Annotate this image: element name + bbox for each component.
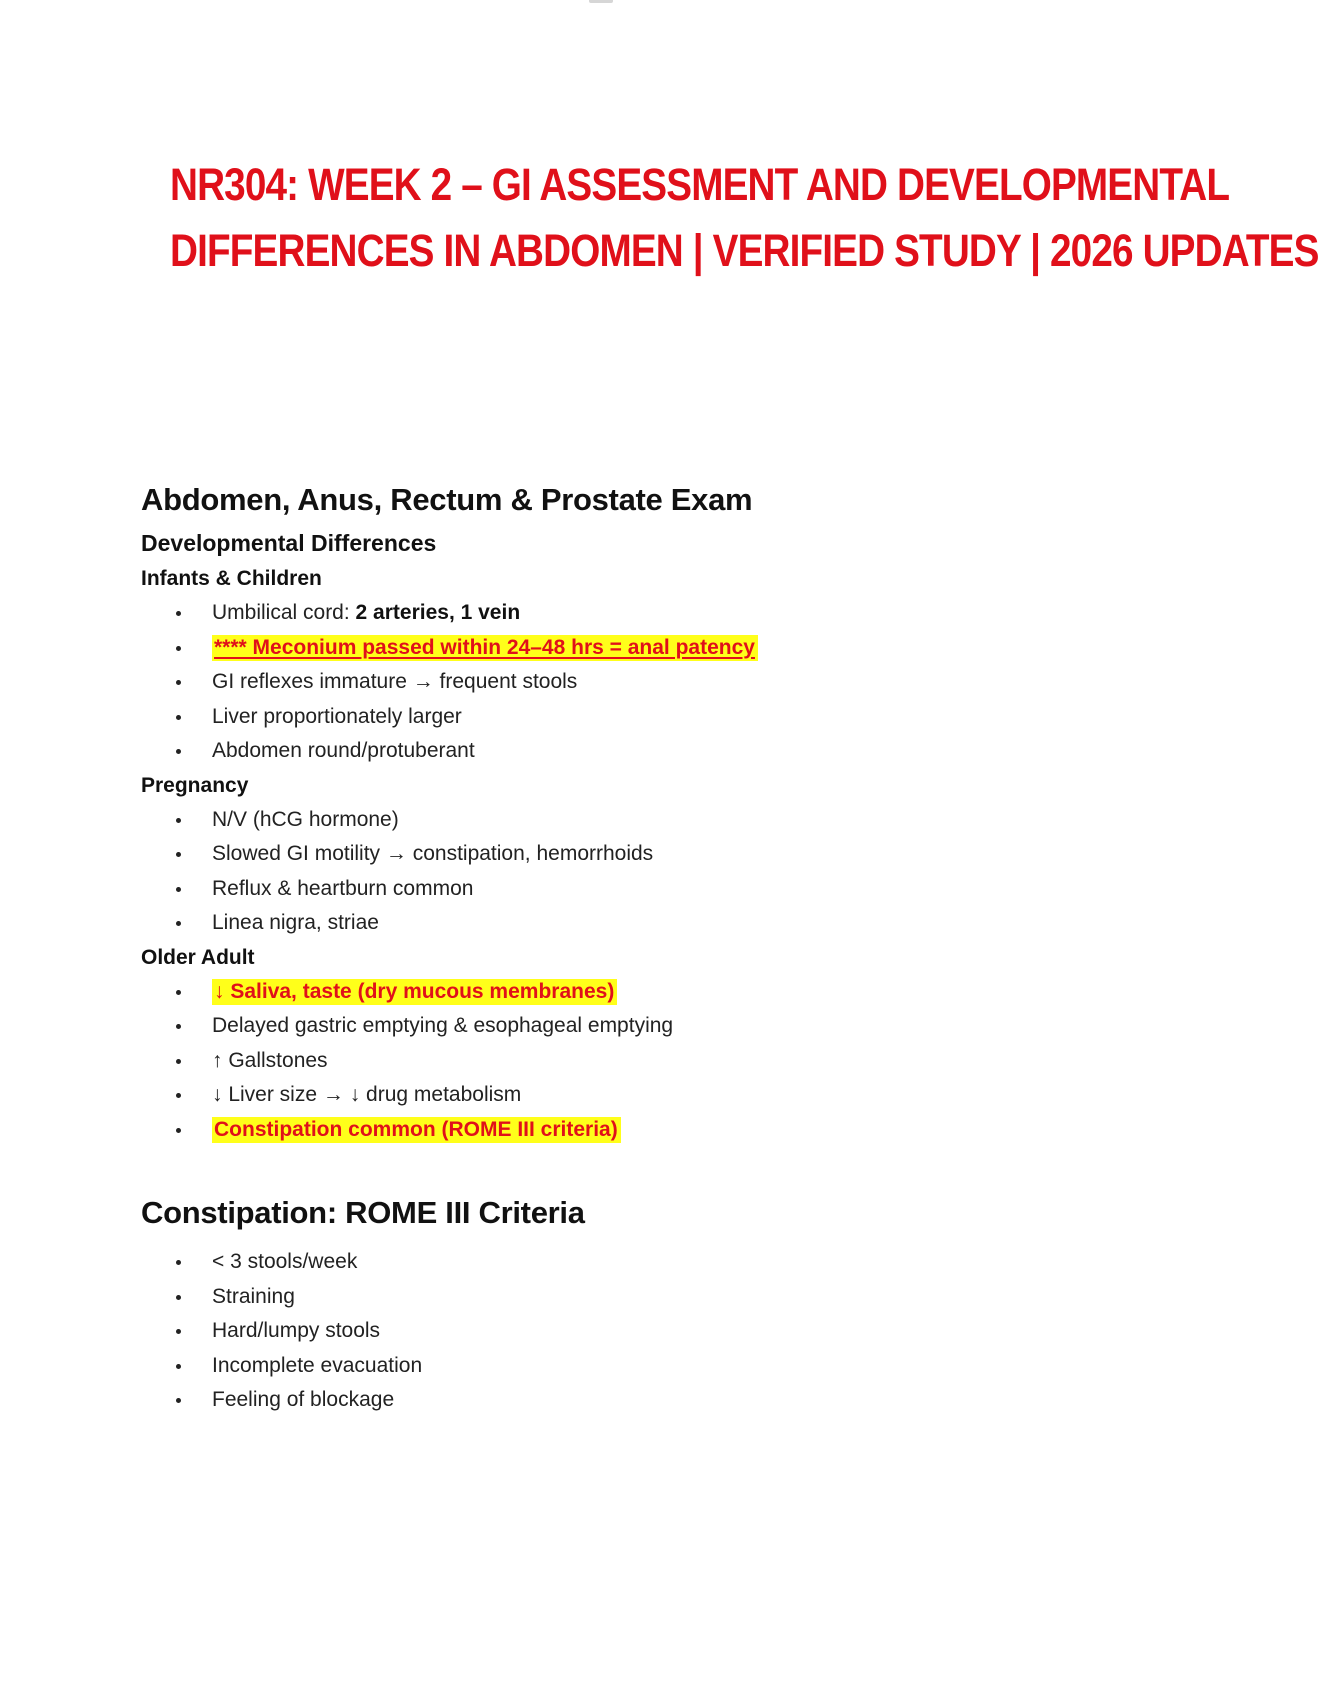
list-item	[141, 596, 1061, 631]
list-item	[141, 1245, 1061, 1280]
document-body	[141, 478, 1061, 1418]
list-item-text: Straining	[212, 1284, 295, 1308]
bullet-icon	[176, 1059, 181, 1064]
bullet-icon	[176, 852, 181, 857]
list-item	[141, 1113, 1061, 1148]
infants-children-list	[141, 596, 1061, 769]
list-item-text: < 3 stools/week	[212, 1250, 358, 1273]
bullet-icon	[176, 990, 181, 995]
list-item	[141, 1009, 1061, 1044]
rome-criteria-list	[141, 1245, 1061, 1418]
gastric-emptying-text: Delayed gastric emptying & esophageal emptying	[212, 1014, 674, 1037]
list-item-text: Slowed GI motility → constipation, hemorrhoids	[212, 842, 654, 865]
older-adult-list	[141, 975, 1061, 1148]
bullet-icon	[176, 1364, 181, 1369]
list-item	[141, 734, 1061, 769]
umbilical-cord-label: Umbilical cord:	[212, 601, 356, 624]
bullet-icon	[176, 818, 181, 823]
bullet-icon	[176, 749, 181, 754]
list-item-text: Feeling of blockage	[212, 1388, 395, 1411]
title-line-2: DIFFERENCES IN ABDOMEN | VERIFIED STUDY | 2026 UPDATES	[170, 225, 1319, 276]
gi-reflexes-text: GI reflexes immature → frequent stools	[212, 670, 578, 693]
older-adult-label: Older Adult	[141, 945, 255, 969]
bullet-icon	[176, 887, 181, 892]
infants-children-label: Infants & Children	[141, 567, 322, 590]
pregnancy-label: Pregnancy	[141, 773, 249, 797]
abdomen-text: Abdomen round/protuberant	[212, 739, 475, 762]
bullet-icon	[176, 1295, 181, 1300]
exam-heading: Abdomen, Anus, Rectum & Prostate Exam	[141, 482, 753, 517]
constipation-highlight: Constipation common (ROME III criteria)	[212, 1117, 621, 1143]
liver-size-text: ↓ Liver size → ↓ drug metabolism	[212, 1083, 522, 1106]
list-item	[141, 803, 1061, 838]
page-top-marker	[589, 0, 613, 3]
bullet-icon	[176, 1093, 181, 1098]
bullet-icon	[176, 1398, 181, 1403]
list-item	[141, 1078, 1061, 1113]
developmental-differences-heading: Developmental Differences	[141, 530, 437, 556]
liver-text: Liver proportionately larger	[212, 704, 462, 728]
pregnancy-list	[141, 803, 1061, 941]
list-item	[141, 906, 1061, 941]
bullet-icon	[176, 1128, 181, 1133]
list-item-text: Reflux & heartburn common	[212, 876, 474, 900]
list-item-text: Linea nigra, striae	[212, 911, 379, 934]
saliva-highlight: ↓ Saliva, taste (dry mucous membranes)	[212, 979, 617, 1005]
list-item	[141, 631, 1061, 666]
list-item	[141, 1044, 1061, 1079]
list-item	[141, 1349, 1061, 1384]
list-item	[141, 1383, 1061, 1418]
rome-criteria-heading: Constipation: ROME III Criteria	[141, 1195, 585, 1230]
bullet-icon	[176, 1260, 181, 1265]
umbilical-cord-value: 2 arteries, 1 vein	[355, 601, 521, 624]
document-title	[170, 152, 1319, 284]
bullet-icon	[176, 646, 181, 651]
title-line-1: NR304: WEEK 2 – GI ASSESSMENT AND DEVELOPMENTAL	[170, 159, 1230, 210]
list-item	[141, 872, 1061, 907]
bullet-icon	[176, 611, 181, 616]
bullet-icon	[176, 715, 181, 720]
list-item-text: Incomplete evacuation	[212, 1353, 423, 1377]
list-item-text: N/V (hCG hormone)	[212, 807, 399, 831]
gallstones-text: ↑ Gallstones	[212, 1048, 328, 1072]
bullet-icon	[176, 921, 181, 926]
bullet-icon	[176, 1329, 181, 1334]
meconium-highlight: **** Meconium passed within 24–48 hrs = anal patency	[212, 635, 758, 661]
list-item	[141, 1280, 1061, 1315]
list-item-text: Hard/lumpy stools	[212, 1319, 381, 1342]
list-item	[141, 837, 1061, 872]
list-item	[141, 665, 1061, 700]
bullet-icon	[176, 680, 181, 685]
bullet-icon	[176, 1024, 181, 1029]
list-item	[141, 700, 1061, 735]
list-item	[141, 1314, 1061, 1349]
list-item	[141, 975, 1061, 1010]
